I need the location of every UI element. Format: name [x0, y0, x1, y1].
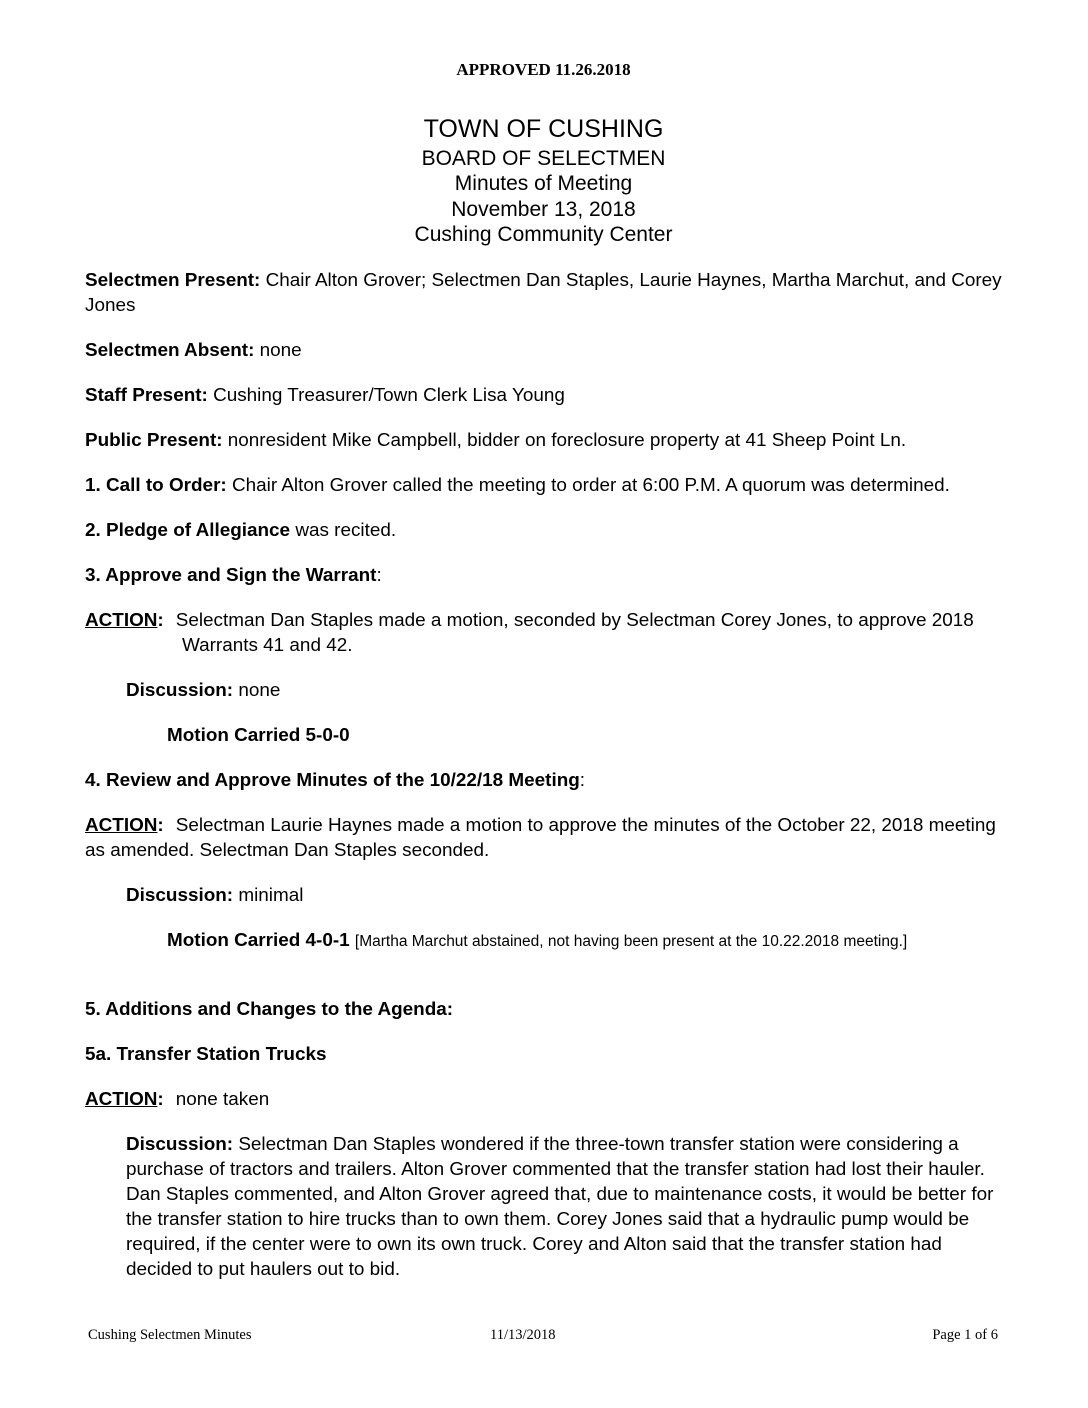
item-1-call-to-order — [85, 473, 1002, 498]
action-1-warrant — [85, 608, 1002, 658]
selectmen-present-text: Chair Alton Grover; Selectmen Dan Staples, Laurie Haynes, Martha Marchut, and Corey Jones — [85, 270, 1002, 317]
action-3-colon: : — [157, 1089, 164, 1111]
discussion-2-text: minimal — [238, 885, 304, 907]
selectmen-absent-text: none — [259, 340, 302, 362]
action-2-text: Selectman Laurie Haynes made a motion to approve the minutes of the October 22, 2018 meeting as amended. Selectman Dan Staples seconded. — [85, 815, 996, 862]
footer-page-number: Page 1 of 6 — [932, 1327, 998, 1343]
action-3-text: none taken — [175, 1089, 270, 1111]
item-3-heading-text: 3. Approve and Sign the Warrant — [85, 565, 377, 587]
action-1-colon: : — [157, 610, 164, 632]
discussion-2-label: Discussion: — [126, 885, 234, 907]
discussion-3-label: Discussion: — [126, 1134, 234, 1156]
public-present-text: nonresident Mike Campbell, bidder on foreclosure property at 41 Sheep Point Ln. — [227, 430, 907, 452]
selectmen-absent-label: Selectmen Absent: — [85, 340, 255, 362]
item-3-heading-colon: : — [376, 565, 382, 587]
staff-present-line — [85, 383, 1002, 408]
item-1-label: 1. Call to Order: — [85, 475, 227, 497]
item-5-heading — [85, 997, 1002, 1022]
staff-present-label: Staff Present: — [85, 385, 208, 407]
title-town: TOWN OF CUSHING — [423, 115, 664, 143]
title-location: Cushing Community Center — [414, 222, 673, 246]
item-4-heading-text: 4. Review and Approve Minutes of the 10/22/18 Meeting — [85, 770, 580, 792]
item-2-label: 2. Pledge of Allegiance — [85, 520, 291, 542]
staff-present-text: Cushing Treasurer/Town Clerk Lisa Young — [213, 385, 565, 407]
discussion-3-text: Selectman Dan Staples wondered if the three-town transfer station were considering a purchase of tractors and trailers. Alton Grover commented that the transfer station had lost their hauler. Dan Staples commented, and Alton Grover agreed that, due to maintenance costs, it would be better for the transfer station to hire trucks than to own them. Corey Jones said that a hydraulic pump would be required, if the center were to own its own truck. Corey and Alton said that the transfer station had decided to put haulers out to bid. — [126, 1134, 994, 1281]
item-2-text: was recited. — [295, 520, 397, 542]
motion-carried-2 — [167, 928, 1002, 954]
selectmen-present-label: Selectmen Present: — [85, 270, 261, 292]
item-3-heading — [85, 563, 1002, 588]
action-2-colon: : — [157, 815, 164, 837]
approved-stamp: APPROVED 11.26.2018 — [456, 60, 631, 79]
footer-document-name: Cushing Selectmen Minutes — [88, 1327, 252, 1343]
discussion-1-line — [126, 678, 1002, 703]
page-footer — [0, 1326, 1088, 1346]
footer-date: 11/13/2018 — [490, 1327, 556, 1343]
title-date: November 13, 2018 — [451, 197, 636, 221]
discussion-1-label: Discussion: — [126, 680, 234, 702]
motion-carried-1-text: Motion Carried 5-0-0 — [167, 725, 350, 747]
item-2-pledge — [85, 518, 1002, 543]
discussion-3-paragraph — [126, 1132, 1002, 1282]
action-1-label: ACTION — [85, 610, 158, 632]
document-title-block — [85, 113, 1002, 247]
discussion-1-text: none — [238, 680, 281, 702]
item-1-text: Chair Alton Grover called the meeting to order at 6:00 P.M. A quorum was determined. — [231, 475, 950, 497]
item-5a-heading — [85, 1042, 1002, 1067]
action-3-none-taken — [85, 1087, 1002, 1112]
title-minutes: Minutes of Meeting — [454, 172, 633, 196]
item-5a-heading-text: 5a. Transfer Station Trucks — [85, 1044, 327, 1066]
action-2-label: ACTION — [85, 815, 158, 837]
public-present-label: Public Present: — [85, 430, 223, 452]
item-4-heading — [85, 768, 1002, 793]
discussion-2-line — [126, 883, 1002, 908]
motion-carried-2-note: [Martha Marchut abstained, not having been present at the 10.22.2018 meeting.] — [354, 933, 908, 951]
item-5-heading-text: 5. Additions and Changes to the Agenda: — [85, 999, 454, 1021]
action-1-text: Selectman Dan Staples made a motion, seconded by Selectman Corey Jones, to approve 2018 Warrants 41 and 42. — [175, 610, 974, 657]
selectmen-absent-line — [85, 338, 1002, 363]
motion-carried-1 — [167, 723, 1002, 748]
motion-carried-2-text: Motion Carried 4-0-1 — [167, 930, 350, 952]
title-board: BOARD OF SELECTMEN — [421, 147, 666, 170]
item-4-heading-colon: : — [579, 770, 586, 792]
public-present-line — [85, 428, 1002, 453]
action-3-label: ACTION — [85, 1089, 158, 1111]
action-2-minutes — [85, 813, 1002, 863]
selectmen-present-line — [85, 268, 1002, 318]
